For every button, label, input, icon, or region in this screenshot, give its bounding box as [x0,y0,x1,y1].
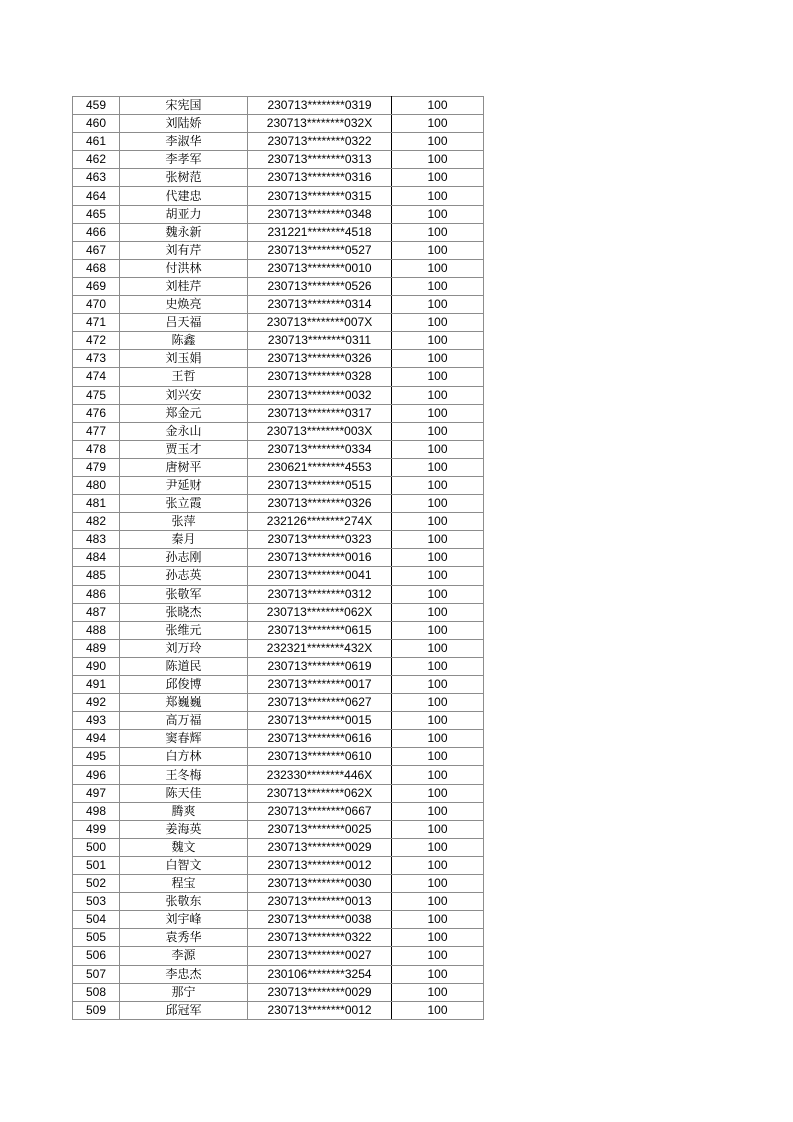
name-cell: 李源 [120,947,248,965]
score-cell: 100 [392,802,484,820]
id-number-cell: 230713********0616 [248,730,392,748]
id-number-cell: 230713********0348 [248,205,392,223]
name-cell: 张萍 [120,513,248,531]
id-number-cell: 230713********0029 [248,838,392,856]
id-number-cell: 230713********0515 [248,476,392,494]
score-cell: 100 [392,205,484,223]
row-number-cell: 503 [73,893,120,911]
name-cell: 魏文 [120,838,248,856]
name-cell: 白方林 [120,748,248,766]
id-number-cell: 230713********0317 [248,404,392,422]
name-cell: 窦春辉 [120,730,248,748]
id-number-cell: 230713********0627 [248,694,392,712]
score-cell: 100 [392,296,484,314]
id-number-cell: 230713********0013 [248,893,392,911]
row-number-cell: 459 [73,97,120,115]
row-number-cell: 483 [73,531,120,549]
name-cell: 刘宇峰 [120,911,248,929]
score-cell: 100 [392,838,484,856]
id-number-cell: 232330********446X [248,766,392,784]
score-cell: 100 [392,277,484,295]
table-row [73,368,484,386]
table-row [73,277,484,295]
id-number-cell: 230713********0311 [248,332,392,350]
score-cell: 100 [392,766,484,784]
row-number-cell: 507 [73,965,120,983]
name-cell: 张敬军 [120,585,248,603]
table-row [73,133,484,151]
table-row [73,657,484,675]
id-number-cell: 230713********0038 [248,911,392,929]
table-row [73,440,484,458]
name-cell: 王冬梅 [120,766,248,784]
table-row [73,187,484,205]
score-cell: 100 [392,495,484,513]
name-cell: 陈道民 [120,657,248,675]
score-cell: 100 [392,223,484,241]
score-cell: 100 [392,169,484,187]
id-number-cell: 230713********007X [248,314,392,332]
table-row [73,639,484,657]
table-row [73,495,484,513]
name-cell: 李孝军 [120,151,248,169]
score-cell: 100 [392,965,484,983]
id-number-cell: 230713********0527 [248,241,392,259]
id-number-cell: 230713********0610 [248,748,392,766]
table-row [73,531,484,549]
name-cell: 张立霞 [120,495,248,513]
score-cell: 100 [392,350,484,368]
table-row [73,947,484,965]
row-number-cell: 479 [73,458,120,476]
name-cell: 刘有芹 [120,241,248,259]
row-number-cell: 466 [73,223,120,241]
name-cell: 秦月 [120,531,248,549]
row-number-cell: 471 [73,314,120,332]
id-number-cell: 230713********0322 [248,133,392,151]
score-cell: 100 [392,639,484,657]
row-number-cell: 473 [73,350,120,368]
score-cell: 100 [392,856,484,874]
name-cell: 姜海英 [120,820,248,838]
name-cell: 贾玉才 [120,440,248,458]
row-number-cell: 475 [73,386,120,404]
row-number-cell: 506 [73,947,120,965]
score-cell: 100 [392,820,484,838]
score-cell: 100 [392,133,484,151]
table-row [73,730,484,748]
table-row [73,386,484,404]
row-number-cell: 495 [73,748,120,766]
table-row [73,241,484,259]
table-row [73,748,484,766]
score-cell: 100 [392,97,484,115]
table-row [73,929,484,947]
row-number-cell: 468 [73,259,120,277]
score-cell: 100 [392,730,484,748]
id-number-cell: 230713********0010 [248,259,392,277]
name-cell: 那宁 [120,983,248,1001]
table-row [73,911,484,929]
row-number-cell: 496 [73,766,120,784]
row-number-cell: 508 [73,983,120,1001]
row-number-cell: 491 [73,676,120,694]
id-number-cell: 230713********0025 [248,820,392,838]
score-cell: 100 [392,1001,484,1019]
table-row [73,603,484,621]
table-row [73,712,484,730]
score-cell: 100 [392,259,484,277]
table-row [73,802,484,820]
id-number-cell: 230713********0316 [248,169,392,187]
row-number-cell: 494 [73,730,120,748]
id-number-cell: 230713********0326 [248,350,392,368]
id-number-cell: 230713********0619 [248,657,392,675]
table-row [73,404,484,422]
row-number-cell: 498 [73,802,120,820]
id-number-cell: 232321********432X [248,639,392,657]
name-cell: 刘万玲 [120,639,248,657]
table-row [73,296,484,314]
name-cell: 陈鑫 [120,332,248,350]
table-row [73,820,484,838]
score-cell: 100 [392,694,484,712]
score-cell: 100 [392,115,484,133]
score-cell: 100 [392,748,484,766]
score-cell: 100 [392,875,484,893]
row-number-cell: 462 [73,151,120,169]
name-cell: 张维元 [120,621,248,639]
score-cell: 100 [392,567,484,585]
row-number-cell: 499 [73,820,120,838]
name-cell: 魏永新 [120,223,248,241]
id-number-cell: 230713********0315 [248,187,392,205]
table-row [73,513,484,531]
score-cell: 100 [392,440,484,458]
table-row [73,893,484,911]
row-number-cell: 472 [73,332,120,350]
row-number-cell: 487 [73,603,120,621]
id-number-cell: 230713********062X [248,784,392,802]
row-number-cell: 489 [73,639,120,657]
score-cell: 100 [392,476,484,494]
score-cell: 100 [392,549,484,567]
table-row [73,115,484,133]
row-number-cell: 463 [73,169,120,187]
id-number-cell: 230713********0016 [248,549,392,567]
row-number-cell: 504 [73,911,120,929]
table-row [73,314,484,332]
name-cell: 代建忠 [120,187,248,205]
score-cell: 100 [392,386,484,404]
table-row [73,422,484,440]
name-cell: 孙志英 [120,567,248,585]
table-row [73,350,484,368]
table-row [73,694,484,712]
name-cell: 张晓杰 [120,603,248,621]
row-number-cell: 497 [73,784,120,802]
score-cell: 100 [392,676,484,694]
id-number-cell: 230713********0314 [248,296,392,314]
row-number-cell: 464 [73,187,120,205]
name-cell: 陈天佳 [120,784,248,802]
id-number-cell: 230713********0526 [248,277,392,295]
row-number-cell: 490 [73,657,120,675]
name-cell: 腾爽 [120,802,248,820]
id-number-cell: 232126********274X [248,513,392,531]
name-cell: 张树范 [120,169,248,187]
id-number-cell: 230621********4553 [248,458,392,476]
row-number-cell: 465 [73,205,120,223]
name-cell: 刘陆娇 [120,115,248,133]
score-cell: 100 [392,929,484,947]
score-cell: 100 [392,983,484,1001]
row-number-cell: 488 [73,621,120,639]
score-cell: 100 [392,332,484,350]
name-cell: 邱俊博 [120,676,248,694]
id-number-cell: 230713********032X [248,115,392,133]
name-cell: 胡亚力 [120,205,248,223]
row-number-cell: 477 [73,422,120,440]
row-number-cell: 509 [73,1001,120,1019]
id-number-cell: 230713********0326 [248,495,392,513]
row-number-cell: 460 [73,115,120,133]
name-cell: 史焕亮 [120,296,248,314]
roster-table-body [73,97,484,1020]
score-cell: 100 [392,151,484,169]
row-number-cell: 470 [73,296,120,314]
id-number-cell: 230713********0012 [248,856,392,874]
table-row [73,567,484,585]
name-cell: 程宝 [120,875,248,893]
score-cell: 100 [392,712,484,730]
score-cell: 100 [392,458,484,476]
table-row [73,549,484,567]
roster-table [72,96,484,1020]
name-cell: 郑金元 [120,404,248,422]
id-number-cell: 230713********0328 [248,368,392,386]
id-number-cell: 230106********3254 [248,965,392,983]
score-cell: 100 [392,603,484,621]
score-cell: 100 [392,513,484,531]
id-number-cell: 230713********0322 [248,929,392,947]
name-cell: 李忠杰 [120,965,248,983]
score-cell: 100 [392,657,484,675]
row-number-cell: 478 [73,440,120,458]
row-number-cell: 485 [73,567,120,585]
row-number-cell: 467 [73,241,120,259]
table-row [73,784,484,802]
table-row [73,476,484,494]
name-cell: 尹延财 [120,476,248,494]
table-row [73,205,484,223]
id-number-cell: 230713********0312 [248,585,392,603]
table-row [73,983,484,1001]
score-cell: 100 [392,314,484,332]
row-number-cell: 501 [73,856,120,874]
row-number-cell: 484 [73,549,120,567]
table-row [73,585,484,603]
table-row [73,875,484,893]
name-cell: 刘玉娟 [120,350,248,368]
row-number-cell: 493 [73,712,120,730]
name-cell: 袁秀华 [120,929,248,947]
score-cell: 100 [392,893,484,911]
row-number-cell: 482 [73,513,120,531]
table-row [73,97,484,115]
table-row [73,458,484,476]
id-number-cell: 230713********0030 [248,875,392,893]
id-number-cell: 230713********0334 [248,440,392,458]
score-cell: 100 [392,187,484,205]
name-cell: 吕天福 [120,314,248,332]
row-number-cell: 469 [73,277,120,295]
row-number-cell: 474 [73,368,120,386]
row-number-cell: 476 [73,404,120,422]
id-number-cell: 230713********0313 [248,151,392,169]
name-cell: 高万福 [120,712,248,730]
row-number-cell: 500 [73,838,120,856]
table-row [73,838,484,856]
name-cell: 刘兴安 [120,386,248,404]
id-number-cell: 230713********0027 [248,947,392,965]
table-row [73,151,484,169]
name-cell: 王哲 [120,368,248,386]
score-cell: 100 [392,621,484,639]
id-number-cell: 230713********0319 [248,97,392,115]
row-number-cell: 505 [73,929,120,947]
id-number-cell: 231221********4518 [248,223,392,241]
row-number-cell: 480 [73,476,120,494]
score-cell: 100 [392,947,484,965]
id-number-cell: 230713********062X [248,603,392,621]
table-row [73,676,484,694]
name-cell: 郑巍巍 [120,694,248,712]
row-number-cell: 461 [73,133,120,151]
id-number-cell: 230713********0667 [248,802,392,820]
name-cell: 李淑华 [120,133,248,151]
row-number-cell: 502 [73,875,120,893]
name-cell: 张敬东 [120,893,248,911]
id-number-cell: 230713********0615 [248,621,392,639]
table-row [73,766,484,784]
table-row [73,1001,484,1019]
row-number-cell: 486 [73,585,120,603]
score-cell: 100 [392,368,484,386]
table-row [73,169,484,187]
score-cell: 100 [392,531,484,549]
name-cell: 付洪林 [120,259,248,277]
id-number-cell: 230713********0041 [248,567,392,585]
id-number-cell: 230713********0017 [248,676,392,694]
table-row [73,965,484,983]
name-cell: 孙志刚 [120,549,248,567]
id-number-cell: 230713********0029 [248,983,392,1001]
name-cell: 唐树平 [120,458,248,476]
table-row [73,856,484,874]
table-row [73,621,484,639]
score-cell: 100 [392,585,484,603]
id-number-cell: 230713********0015 [248,712,392,730]
name-cell: 邱冠军 [120,1001,248,1019]
table-row [73,223,484,241]
name-cell: 金永山 [120,422,248,440]
table-row [73,259,484,277]
id-number-cell: 230713********0012 [248,1001,392,1019]
score-cell: 100 [392,784,484,802]
score-cell: 100 [392,911,484,929]
table-row [73,332,484,350]
id-number-cell: 230713********0323 [248,531,392,549]
id-number-cell: 230713********003X [248,422,392,440]
row-number-cell: 492 [73,694,120,712]
name-cell: 刘桂芹 [120,277,248,295]
id-number-cell: 230713********0032 [248,386,392,404]
score-cell: 100 [392,422,484,440]
name-cell: 宋宪国 [120,97,248,115]
row-number-cell: 481 [73,495,120,513]
name-cell: 白智文 [120,856,248,874]
score-cell: 100 [392,241,484,259]
score-cell: 100 [392,404,484,422]
